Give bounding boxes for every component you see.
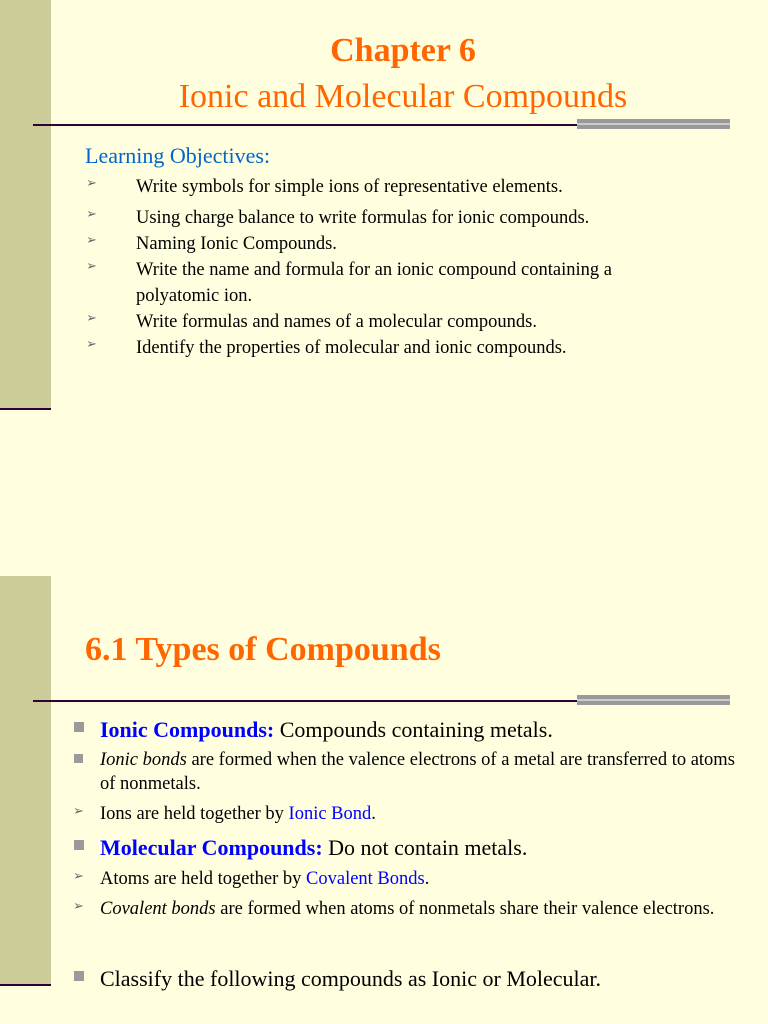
arrow-bullet-icon: ➢ <box>73 803 84 818</box>
square-bullet-icon <box>74 840 84 850</box>
types-list <box>0 714 768 995</box>
square-bullet-icon <box>74 971 84 981</box>
arrow-bullet-icon: ➢ <box>73 898 84 913</box>
square-bullet-icon <box>74 722 84 732</box>
list-item: ➢ Write formulas and names of a molecular compounds. <box>0 309 696 335</box>
chapter-title: Chapter 6 <box>330 32 476 69</box>
list-item: ➢ Write the name and formula for an ionic compound containing a polyatomic ion. <box>0 257 696 309</box>
arrow-bullet-icon: ➢ <box>86 258 97 273</box>
list-item: Ionic Compounds: Compounds containing metals. <box>0 714 740 746</box>
list-item: ➢ Write symbols for simple ions of representative elements. <box>0 174 696 200</box>
arrow-bullet-icon: ➢ <box>73 868 84 883</box>
list-item: ➢ Atoms are held together by Covalent Bonds. <box>0 867 740 891</box>
section-title: 6.1 Types of Compounds <box>85 631 441 668</box>
slide-gap <box>0 560 768 576</box>
list-item: Classify the following compounds as Ionic or Molecular. <box>0 963 740 995</box>
arrow-bullet-icon: ➢ <box>86 175 97 190</box>
list-item: ➢ Identify the properties of molecular and ionic compounds. <box>0 335 696 361</box>
square-bullet-icon <box>74 754 83 763</box>
list-item: ➢ Using charge balance to write formulas for ionic compounds. <box>0 205 696 231</box>
arrow-bullet-icon: ➢ <box>86 310 97 325</box>
title-rule-accent <box>577 119 730 129</box>
list-item: ➢ Ions are held together by Ionic Bond. <box>0 802 740 826</box>
list-item: ➢ Naming Ionic Compounds. <box>0 231 696 257</box>
list-item: Molecular Compounds: Do not contain metals. <box>0 832 740 864</box>
chapter-subtitle: Ionic and Molecular Compounds <box>178 78 628 115</box>
list-item: Ionic bonds are formed when the valence electrons of a metal are transferred to atoms of nonmetals. <box>0 748 740 796</box>
arrow-bullet-icon: ➢ <box>86 232 97 247</box>
left-bar-divider <box>0 408 51 410</box>
learning-objectives-heading: Learning Objectives: <box>85 143 271 168</box>
objectives-list <box>0 174 768 361</box>
arrow-bullet-icon: ➢ <box>86 206 97 221</box>
title-rule-accent <box>577 695 730 705</box>
arrow-bullet-icon: ➢ <box>86 336 97 351</box>
list-item: ➢ Covalent bonds are formed when atoms of nonmetals share their valence electrons. <box>0 897 740 921</box>
